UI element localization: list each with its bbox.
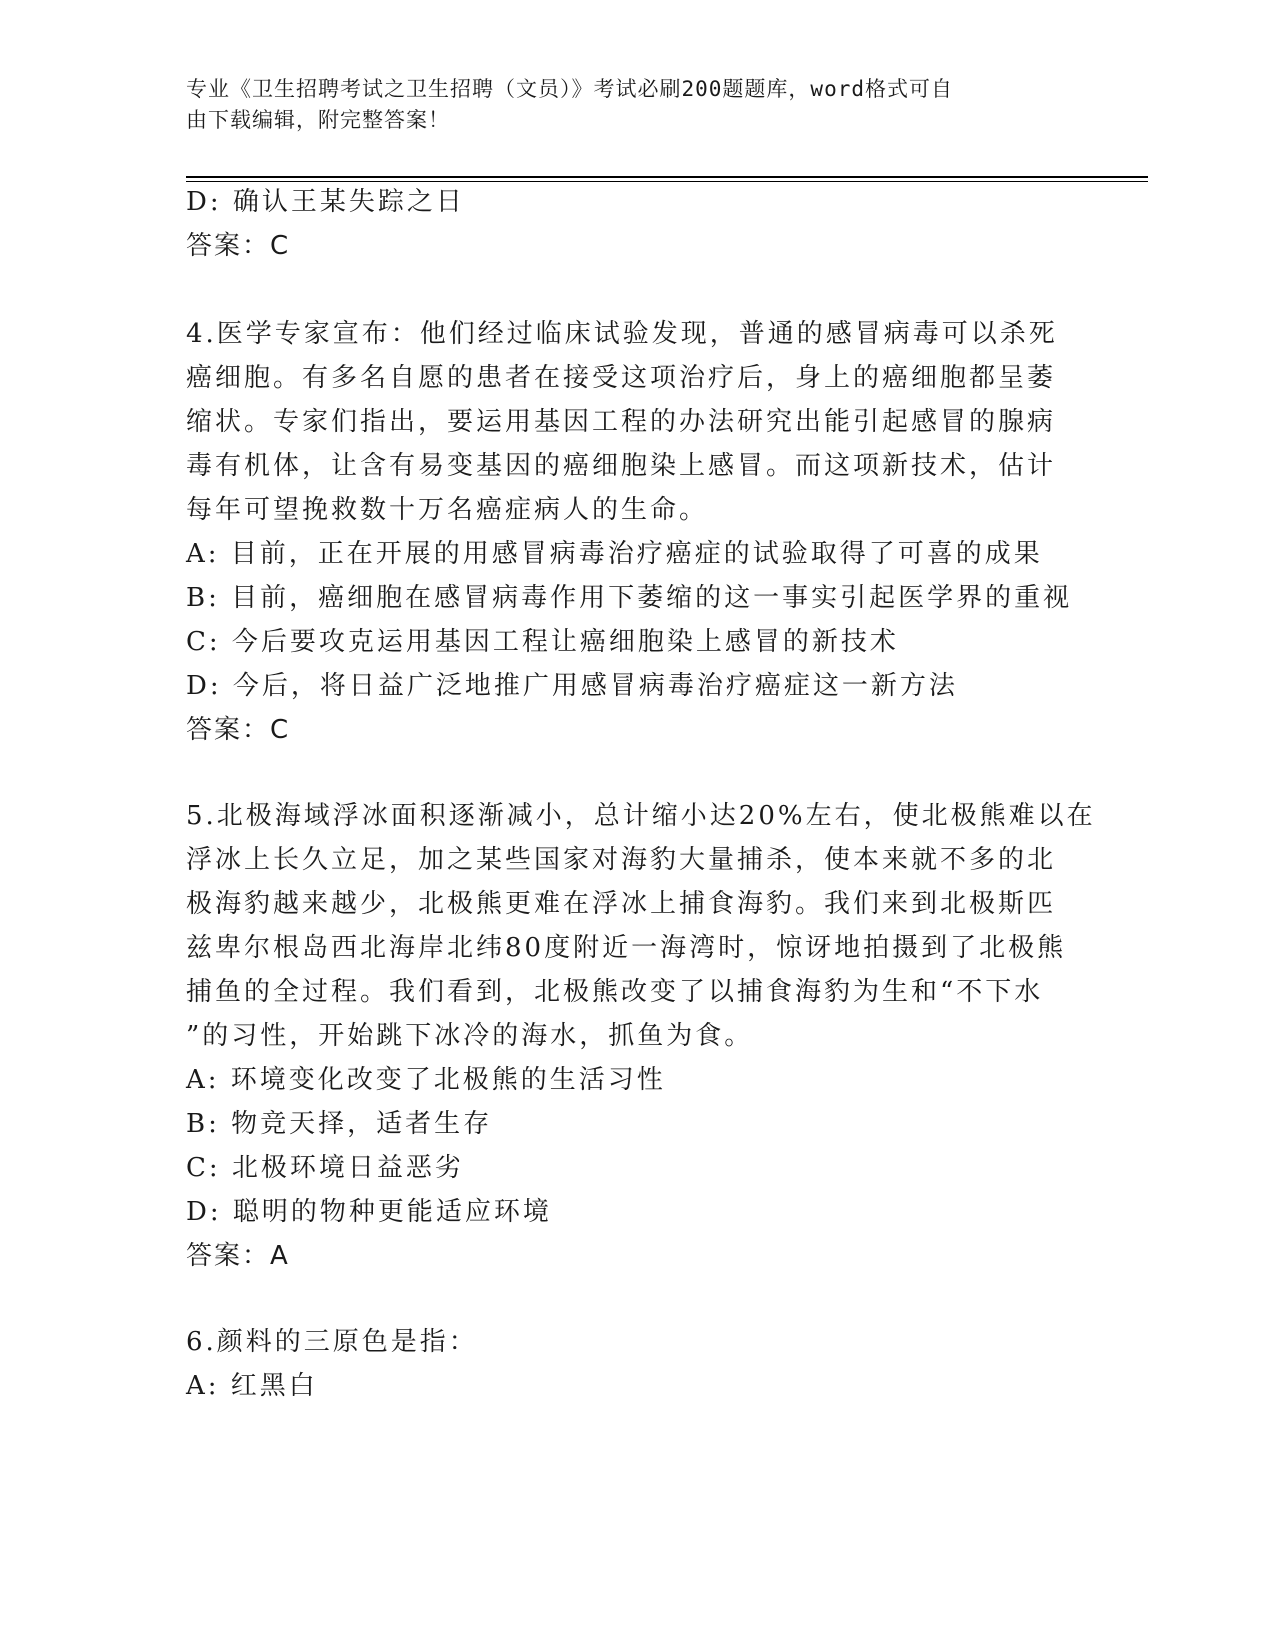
q5-stem-line: 兹卑尔根岛西北海岸北纬80度附近一海湾时，惊讶地拍摄到了北极熊	[186, 933, 1067, 963]
q5-stem-line: 浮冰上长久立足，加之某些国家对海豹大量捕杀，使本来就不多的北	[186, 845, 1057, 875]
header-line-1: 专业《卫生招聘考试之卫生招聘（文员）》考试必刷200题题库，word格式可自	[186, 77, 953, 101]
q4-stem-line: 每年可望挽救数十万名癌症病人的生命。	[186, 495, 709, 525]
q3-option-d: D: 确认王某失踪之日	[186, 187, 465, 217]
q5-stem-line: 5.北极海域浮冰面积逐渐减小，总计缩小达20%左右，使北极熊难以在	[186, 801, 1096, 831]
q4-stem-line: 毒有机体，让含有易变基因的癌细胞染上感冒。而这项新技术，估计	[186, 451, 1057, 481]
header-line-2: 由下载编辑，附完整答案！	[186, 108, 450, 132]
q4-option-c: C: 今后要攻克运用基因工程让癌细胞染上感冒的新技术	[186, 627, 899, 657]
q4-option-a: A: 目前，正在开展的用感冒病毒治疗癌症的试验取得了可喜的成果	[186, 539, 1043, 569]
q3-answer: 答案：C	[186, 231, 291, 261]
header-rule-thick	[186, 176, 1148, 178]
q4-stem-line: 癌细胞。有多名自愿的患者在接受这项治疗后，身上的癌细胞都呈萎	[186, 363, 1057, 393]
q5-stem-line: 捕鱼的全过程。我们看到，北极熊改变了以捕食海豹为生和“不下水	[186, 977, 1044, 1007]
q5-option-b: B: 物竞天择，适者生存	[186, 1109, 493, 1139]
q5-stem-line: ”的习性，开始跳下冰冷的海水，抓鱼为食。	[186, 1021, 754, 1051]
q6-option-a: A: 红黑白	[186, 1371, 318, 1401]
q5-option-d: D: 聪明的物种更能适应环境	[186, 1197, 552, 1227]
q4-stem-line: 4.医学专家宣布：他们经过临床试验发现，普通的感冒病毒可以杀死	[186, 319, 1058, 349]
header-rule-thin	[186, 181, 1148, 182]
q5-stem-line: 极海豹越来越少，北极熊更难在浮冰上捕食海豹。我们来到北极斯匹	[186, 889, 1057, 919]
q4-option-b: B: 目前，癌细胞在感冒病毒作用下萎缩的这一事实引起医学界的重视	[186, 583, 1073, 613]
q4-answer: 答案：C	[186, 715, 291, 745]
q6-stem-line: 6.颜料的三原色是指：	[186, 1327, 478, 1357]
q4-option-d: D: 今后，将日益广泛地推广用感冒病毒治疗癌症这一新方法	[186, 671, 958, 701]
q5-option-a: A: 环境变化改变了北极熊的生活习性	[186, 1065, 666, 1095]
q5-answer: 答案：A	[186, 1241, 290, 1271]
q4-stem-line: 缩状。专家们指出，要运用基因工程的办法研究出能引起感冒的腺病	[186, 407, 1057, 437]
page-header	[186, 74, 1066, 136]
q5-option-c: C: 北极环境日益恶劣	[186, 1153, 464, 1183]
